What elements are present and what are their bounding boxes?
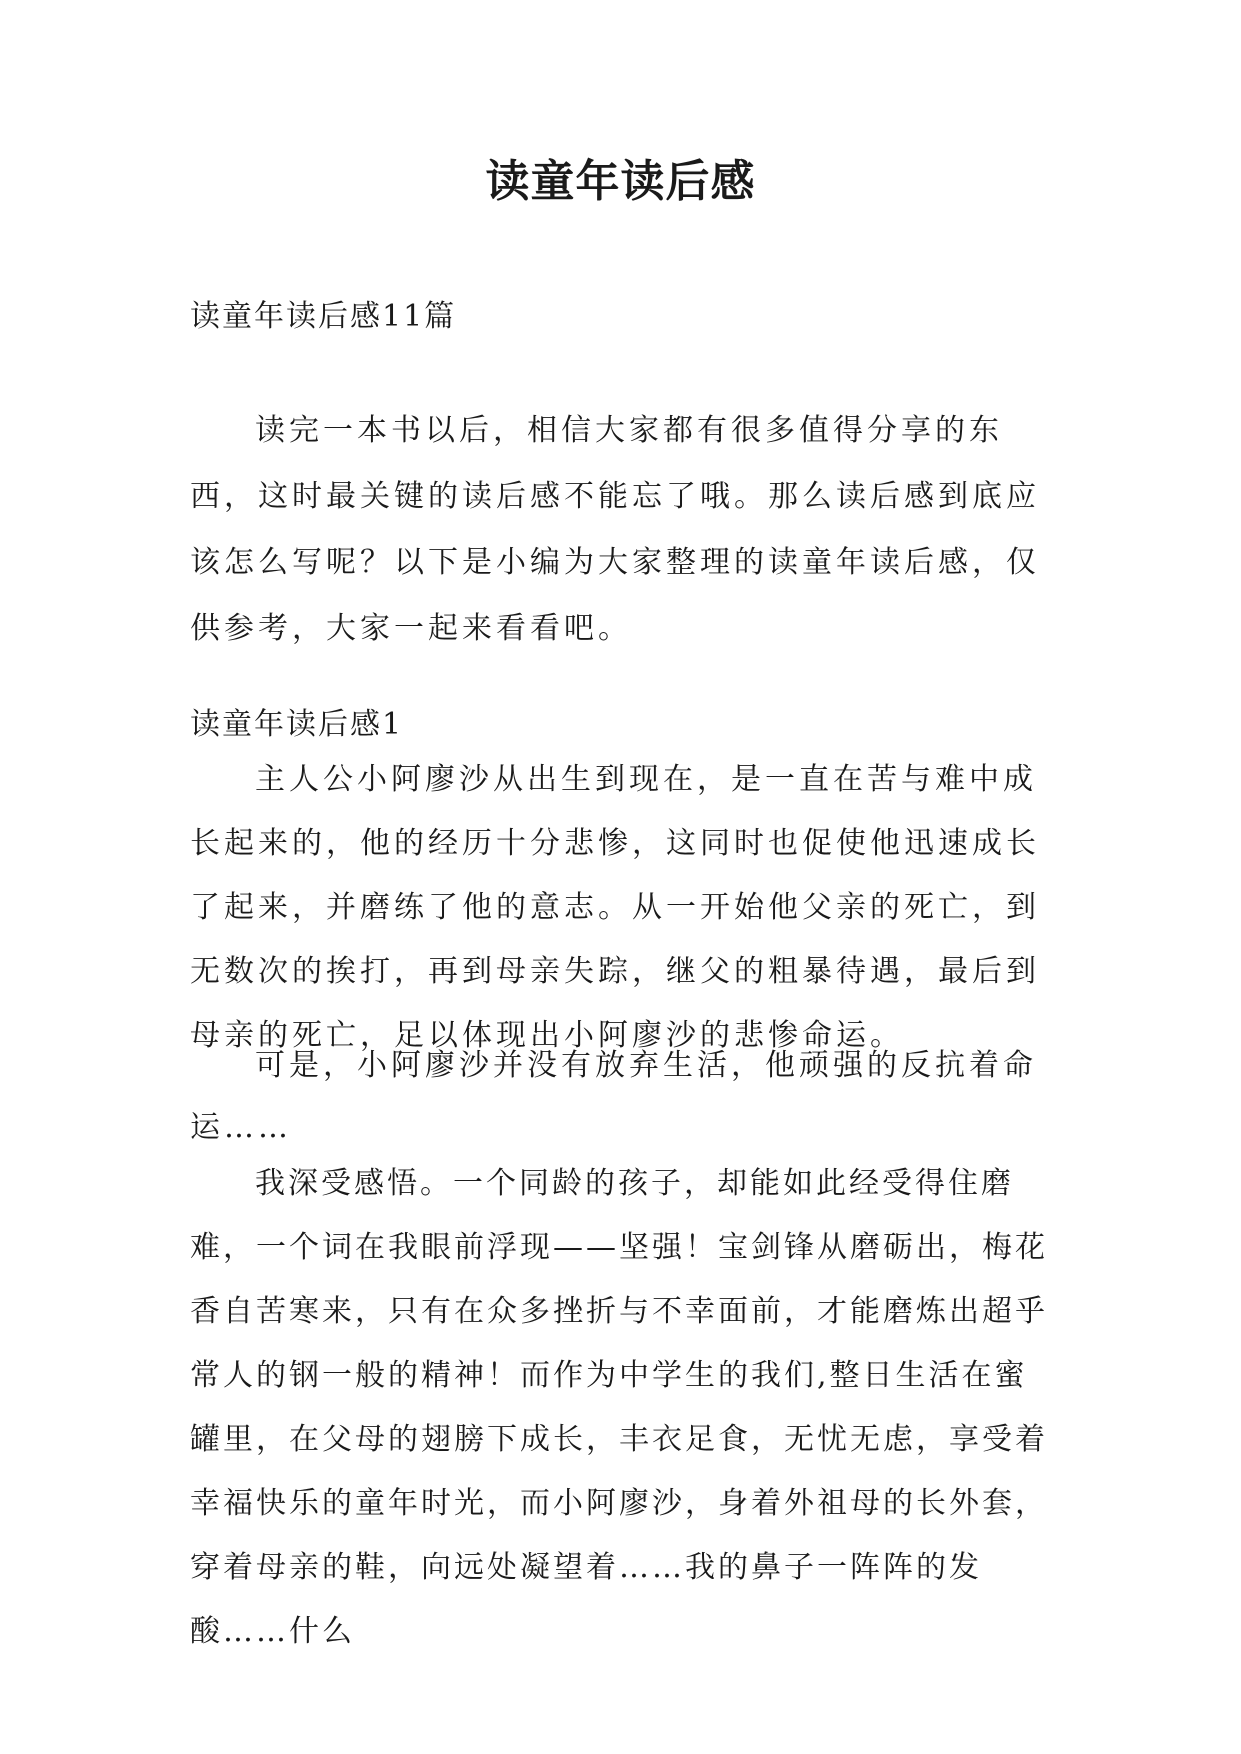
section-heading: 读童年读后感1 [190, 707, 404, 742]
intro-paragraph: 读完一本书以后，相信大家都有很多值得分享的东西，这时最关键的读后感不能忘了哦。那么读后感到底应该怎么写呢？以下是小编为大家整理的读童年读后感，仅供参考，大家一起来看看吧。 [190, 413, 1040, 646]
body-paragraph: 我深受感悟。一个同龄的孩子，却能如此经受得住磨难，一个词在我眼前浮现——坚强！宝剑锋从磨砺出，梅花香自苦寒来，只有在众多挫折与不幸面前，才能磨炼出超乎常人的钢一般的精神！而作为中学生的我们,整日生活在蜜罐里，在父母的翅膀下成长，丰衣足食，无忧无虑，享受着幸福快乐的童年时光，而小阿廖沙，身着外祖母的长外套，穿着母亲的鞋，向远处凝望着……我的鼻子一阵阵的发酸……什么 [190, 1166, 1048, 1649]
body-paragraph: 可是，小阿廖沙并没有放弃生活，他顽强的反抗着命运…… [190, 1048, 1037, 1145]
document-subtitle: 读童年读后感11篇 [190, 299, 457, 334]
document-title: 读童年读后感 [485, 156, 756, 207]
body-paragraph: 主人公小阿廖沙从出生到现在，是一直在苦与难中成长起来的，他的经历十分悲惨，这同时也促使他迅速成长了起来，并磨练了他的意志。从一开始他父亲的死亡，到无数次的挨打，再到母亲失踪，继父的粗暴待遇，最后到母亲的死亡，足以体现出小阿廖沙的悲惨命运。 [190, 762, 1040, 1053]
